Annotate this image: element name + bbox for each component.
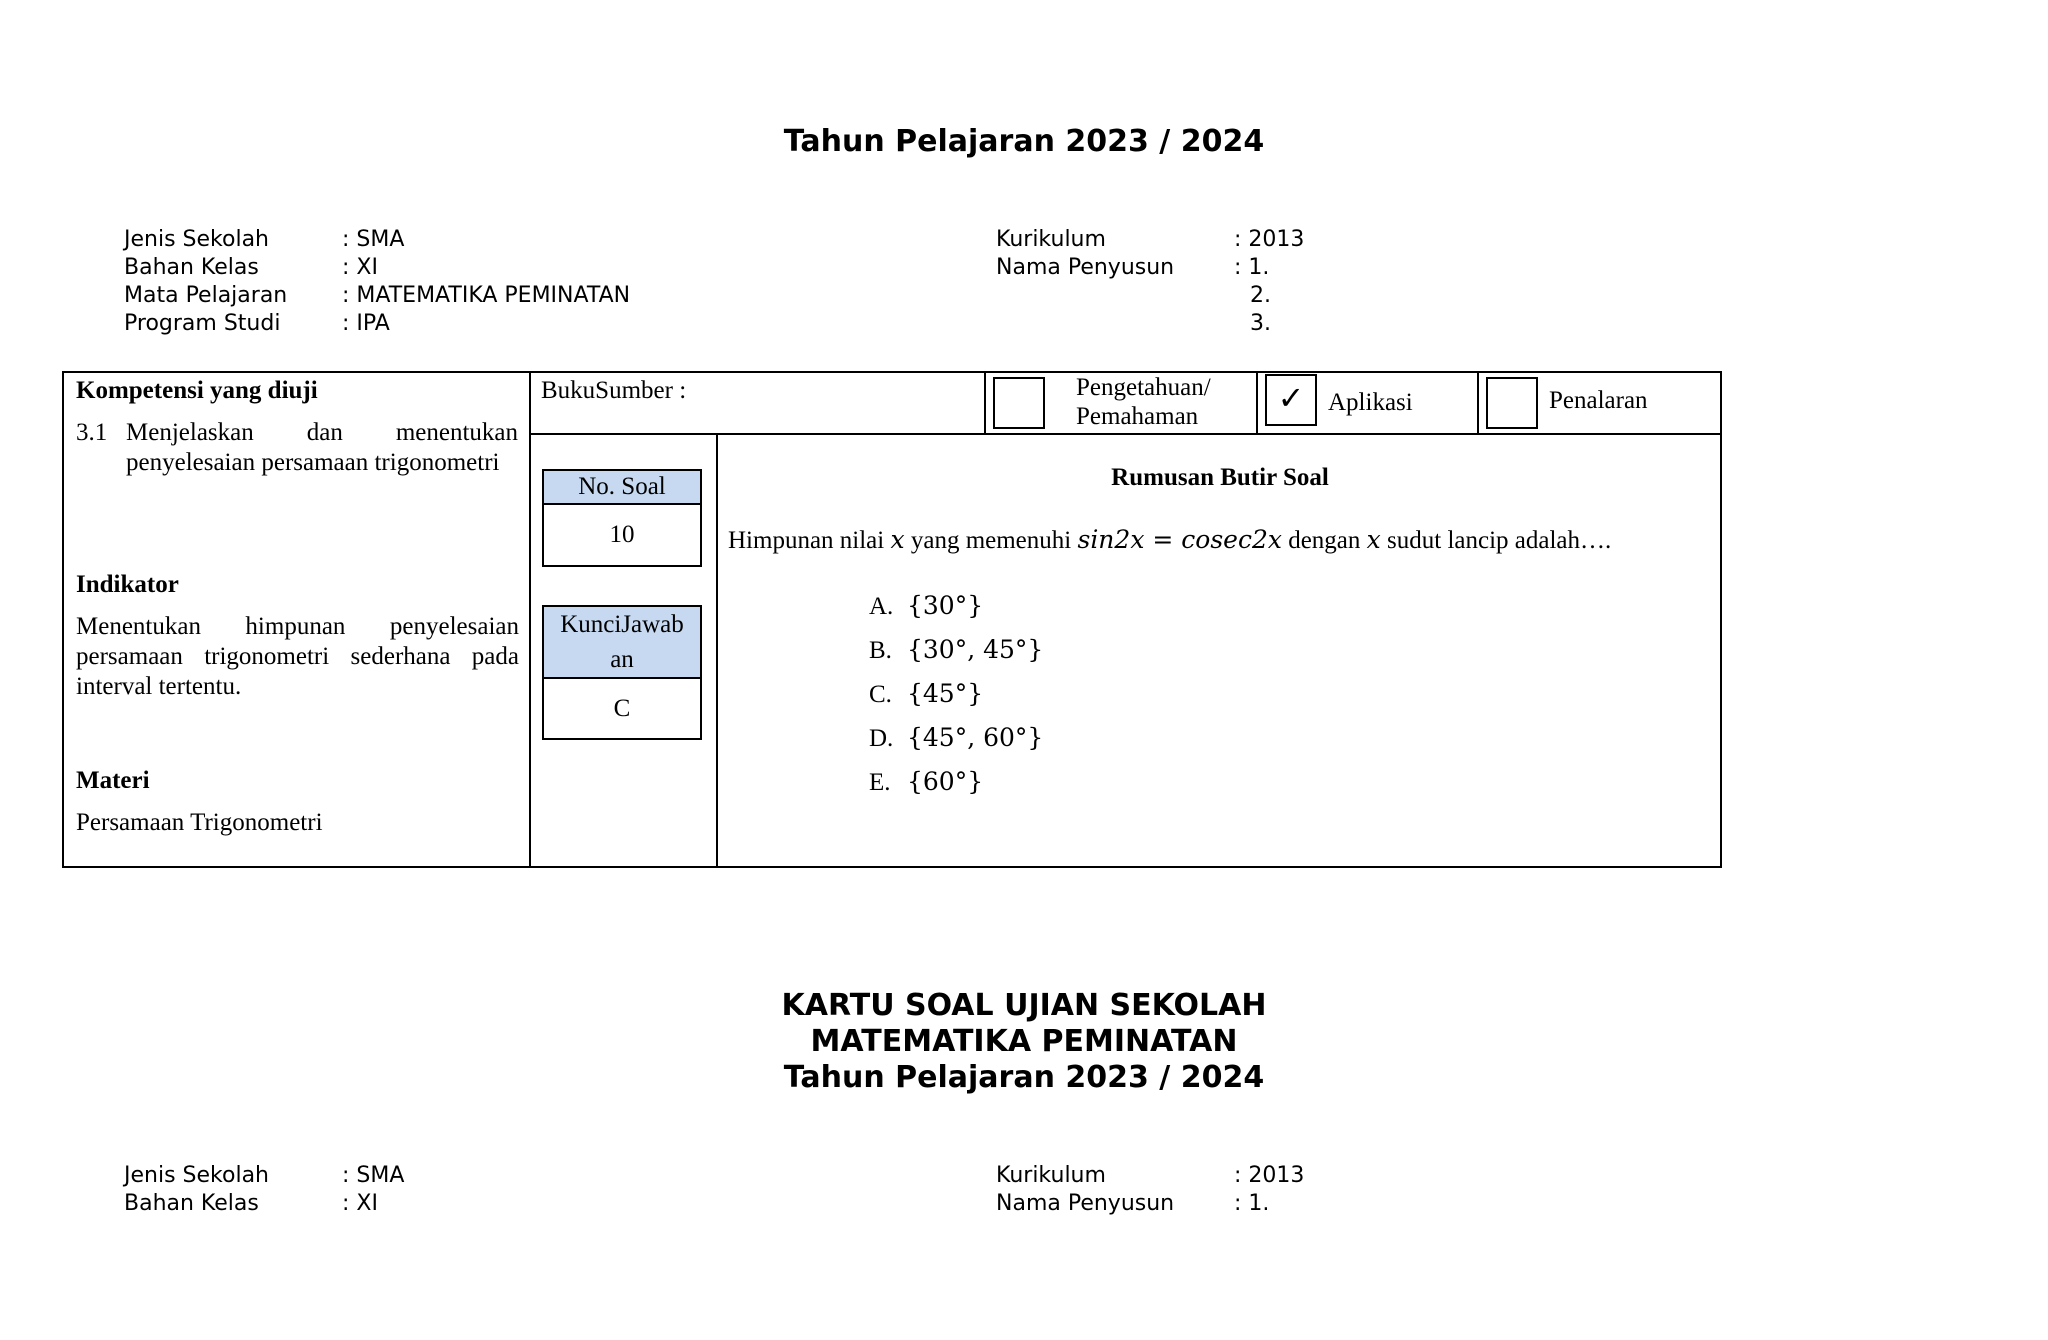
info-label: Jenis Sekolah — [124, 1163, 269, 1188]
info-row-penyusun-2 — [996, 282, 1416, 310]
kunci-jawaban-box — [542, 605, 702, 740]
option-letter: A. — [869, 593, 894, 620]
info-label: Nama Penyusun — [996, 255, 1175, 280]
info-label: Kurikulum — [996, 227, 1106, 252]
info-value: : IPA — [342, 311, 390, 336]
info-label: Jenis Sekolah — [124, 227, 269, 252]
buku-sumber-label: BukuSumber : — [541, 377, 687, 404]
pengetahuan-checkbox[interactable] — [993, 377, 1045, 429]
info-label: Bahan Kelas — [124, 255, 259, 280]
second-heading-line-2: MATEMATIKA PEMINATAN — [810, 1024, 1238, 1059]
option-text: {60°} — [907, 767, 984, 796]
question-part: Himpunan nilai — [728, 527, 891, 554]
rumusan-title: Rumusan Butir Soal — [1111, 464, 1329, 491]
kunci-label-line-1: KunciJawab — [560, 611, 684, 638]
kompetensi-word: Menjelaskan — [126, 419, 254, 446]
option-text: {45°} — [907, 679, 984, 708]
info-row-penyusun-3 — [996, 310, 1416, 338]
penalaran-label: Penalaran — [1549, 387, 1648, 414]
math-expression: cosec2x — [1181, 525, 1282, 554]
kompetensi-line-1 — [126, 418, 518, 448]
info-label: Bahan Kelas — [124, 1191, 259, 1216]
no-soal-box — [542, 469, 702, 567]
info-label: Program Studi — [124, 311, 281, 336]
kunci-label-line-2: an — [610, 646, 634, 673]
no-soal-value: 10 — [609, 521, 635, 548]
pengetahuan-label-line-1: Pengetahuan/ — [1076, 374, 1211, 401]
info-value: : XI — [342, 255, 378, 280]
info-row-bahan-kelas — [124, 254, 684, 282]
divider-aplikasi — [1477, 373, 1479, 433]
pengetahuan-label — [1076, 373, 1211, 431]
aplikasi-checkbox[interactable] — [1265, 374, 1317, 426]
option-b — [869, 635, 1043, 666]
option-text: {30°, 45°} — [907, 635, 1044, 664]
info-row-mata-pelajaran — [124, 282, 684, 310]
divider-left-column — [529, 373, 531, 866]
info-value: : 2013 — [1234, 227, 1305, 252]
option-c — [869, 679, 983, 710]
info-label: Kurikulum — [996, 1163, 1106, 1188]
option-letter: C. — [869, 681, 892, 708]
indikator-title: Indikator — [76, 571, 179, 598]
option-e — [869, 767, 983, 798]
info-row-kurikulum — [996, 1162, 1416, 1190]
info-row-kurikulum — [996, 226, 1416, 254]
info-value: : MATEMATIKA PEMINATAN — [342, 283, 631, 308]
divider-side-column — [716, 433, 718, 866]
info-row-program-studi — [124, 310, 684, 338]
info-value: 2. — [1250, 283, 1271, 308]
page-heading-year — [0, 124, 2048, 160]
divider-level-row — [529, 433, 1722, 435]
second-heading-line-3: Tahun Pelajaran 2023 / 2024 — [783, 1060, 1265, 1095]
question-part: dengan — [1281, 527, 1367, 554]
kompetensi-word: dan — [306, 419, 343, 446]
kompetensi-title: Kompetensi yang diuji — [76, 377, 318, 404]
option-text: {45°, 60°} — [907, 723, 1044, 752]
info-value: : SMA — [342, 227, 405, 252]
kompetensi-line-2: penyelesaian persamaan trigonometri — [126, 449, 500, 476]
kunci-jawaban-label — [544, 607, 700, 679]
math-equals: = — [1144, 525, 1182, 554]
second-info-right — [996, 1162, 1416, 1218]
indikator-line-2: persamaan trigonometri sederhana pada — [76, 643, 519, 670]
info-row-jenis-sekolah — [124, 1162, 684, 1190]
info-row-nama-penyusun — [996, 254, 1416, 282]
info-row-bahan-kelas — [124, 1190, 684, 1218]
info-value: : 1. — [1234, 1191, 1270, 1216]
kompetensi-number: 3.1 — [76, 419, 108, 446]
info-value: 3. — [1250, 311, 1271, 336]
question-text — [728, 525, 1611, 556]
kompetensi-word: menentukan — [395, 419, 518, 446]
heading-year-text: Tahun Pelajaran 2023 / 2024 — [783, 124, 1265, 159]
question-part: sudut lancip adalah…. — [1380, 527, 1612, 554]
divider-buku-sumber — [984, 373, 986, 433]
info-value: : SMA — [342, 1163, 405, 1188]
math-variable: x — [890, 525, 905, 554]
option-letter: B. — [869, 637, 892, 664]
penalaran-checkbox[interactable] — [1486, 377, 1538, 429]
kunci-jawaban-value: C — [613, 695, 631, 722]
info-value: : XI — [342, 1191, 378, 1216]
divider-pengetahuan — [1256, 373, 1258, 433]
materi-text: Persamaan Trigonometri — [76, 809, 323, 836]
indikator-line-3: interval tertentu. — [76, 673, 242, 700]
pengetahuan-label-line-2: Pemahaman — [1076, 403, 1199, 430]
info-row-jenis-sekolah — [124, 226, 684, 254]
option-d — [869, 723, 1043, 754]
math-expression: sin2x — [1077, 525, 1145, 554]
math-variable: x — [1366, 525, 1381, 554]
question-part: yang memenuhi — [904, 527, 1078, 554]
second-heading-line-1: KARTU SOAL UJIAN SEKOLAH — [781, 988, 1267, 1023]
info-value: : 2013 — [1234, 1163, 1305, 1188]
info-label: Mata Pelajaran — [124, 283, 288, 308]
info-label: Nama Penyusun — [996, 1191, 1175, 1216]
info-value: : 1. — [1234, 255, 1270, 280]
option-text: {30°} — [907, 591, 984, 620]
option-letter: D. — [869, 725, 894, 752]
no-soal-label: No. Soal — [544, 471, 700, 505]
indikator-line-1: Menentukan himpunan penyelesaian — [76, 613, 519, 640]
aplikasi-label: Aplikasi — [1328, 389, 1413, 416]
info-row-nama-penyusun — [996, 1190, 1416, 1218]
second-page-heading — [0, 988, 2048, 1096]
option-letter: E. — [869, 769, 891, 796]
header-info-left — [124, 226, 684, 338]
materi-title: Materi — [76, 767, 150, 794]
option-a — [869, 591, 983, 622]
check-icon: ✓ — [1277, 379, 1305, 417]
second-info-left — [124, 1162, 684, 1218]
header-info-right — [996, 226, 1416, 338]
question-card — [62, 371, 1722, 868]
